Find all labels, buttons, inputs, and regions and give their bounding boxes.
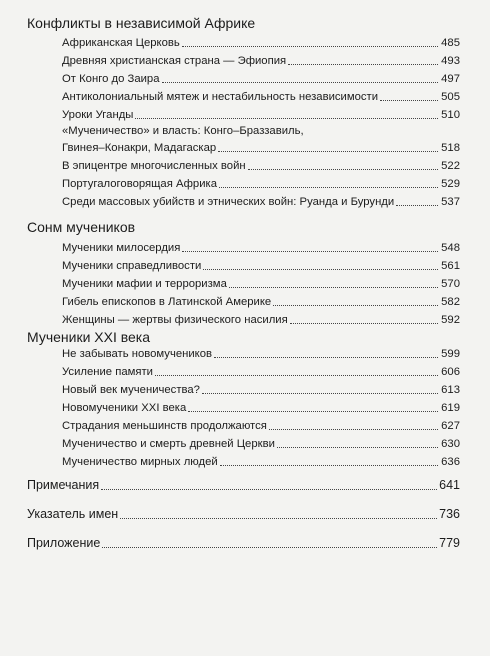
toc-entry-page: 518 <box>441 142 460 154</box>
toc-entry[interactable] <box>62 402 460 415</box>
toc-entry[interactable] <box>62 420 460 433</box>
toc-entry-title-line2: Гвинея–Конакри, Мадагаскар <box>62 142 217 154</box>
toc-entry[interactable] <box>62 366 460 379</box>
dot-leader <box>162 81 439 83</box>
dot-leader <box>380 99 438 101</box>
toc-entry-title: Новый век мученичества? <box>62 384 200 396</box>
toc-entry-page: 510 <box>441 109 460 121</box>
toc-entry[interactable] <box>62 348 460 361</box>
toc-entry-page: 529 <box>441 178 460 190</box>
toc-entry[interactable] <box>62 242 460 255</box>
toc-entry-title: Не забывать новомучеников <box>62 348 213 360</box>
toc-entry-page: 779 <box>439 536 460 550</box>
dot-leader <box>273 304 438 306</box>
toc-entry-page: 606 <box>441 366 460 378</box>
toc-entry[interactable] <box>62 109 460 122</box>
toc-entry-title: Примечания <box>27 478 100 492</box>
toc-entry-index[interactable] <box>27 507 460 522</box>
toc-entry-page: 497 <box>441 73 460 85</box>
dot-leader <box>288 63 438 65</box>
toc-entry[interactable] <box>62 196 460 209</box>
dot-leader <box>277 446 438 448</box>
dot-leader <box>218 150 438 152</box>
dot-leader <box>220 464 438 466</box>
toc-entry-title: Гибель епископов в Латинской Америке <box>62 296 272 308</box>
toc-entry-title: Мученичество мирных людей <box>62 456 218 468</box>
toc-entry-page: 548 <box>441 242 460 254</box>
section-title: Конфликты в независимой Африке <box>27 15 256 31</box>
toc-entry-page: 641 <box>439 478 460 492</box>
toc-entry-page: 636 <box>441 456 460 468</box>
toc-entry-page: 627 <box>441 420 460 432</box>
toc-entry-notes[interactable] <box>27 478 460 493</box>
toc-entry-page: 493 <box>441 55 460 67</box>
dot-leader <box>182 45 438 47</box>
toc-entry-title: От Конго до Заира <box>62 73 160 85</box>
toc-entry[interactable] <box>62 37 460 50</box>
toc-entry-title: Португалоговорящая Африка <box>62 178 217 190</box>
toc-entry-title: Женщины — жертвы физического насилия <box>62 314 288 326</box>
toc-entry[interactable] <box>62 260 460 273</box>
toc-entry-title: Мученики справедливости <box>62 260 202 272</box>
toc-entry-page: 485 <box>441 37 460 49</box>
toc-entry-page: 505 <box>441 91 460 103</box>
toc-entry[interactable] <box>62 73 460 86</box>
dot-leader <box>188 410 438 412</box>
toc-entry-title: Новомученики XXI века <box>62 402 187 414</box>
dot-leader <box>102 546 437 548</box>
toc-entry-title: Мученики милосердия <box>62 242 181 254</box>
toc-entry[interactable] <box>62 456 460 469</box>
toc-entry-page: 599 <box>441 348 460 360</box>
toc-entry-appendix[interactable] <box>27 536 460 551</box>
dot-leader <box>214 356 438 358</box>
toc-entry-title: В эпицентре многочисленных войн <box>62 160 246 172</box>
toc-entry[interactable] <box>62 91 460 104</box>
toc-entry-title: Среди массовых убийств и этнических войн: Руанда и Бурунди <box>62 196 395 208</box>
toc-entry[interactable] <box>62 296 460 309</box>
toc-entry-page: 736 <box>439 507 460 521</box>
toc-entry-title: Указатель имен <box>27 507 119 521</box>
dot-leader <box>135 117 438 119</box>
dot-leader <box>229 286 438 288</box>
toc-entry-page: 582 <box>441 296 460 308</box>
toc-entry[interactable] <box>62 384 460 397</box>
section-title: Мученики XXI века <box>27 329 151 345</box>
toc-entry[interactable] <box>62 125 460 155</box>
toc-entry-title: Антиколониальный мятеж и нестабильность независимости <box>62 91 379 103</box>
dot-leader <box>155 374 438 376</box>
dot-leader <box>396 204 438 206</box>
toc-entry[interactable] <box>62 438 460 451</box>
toc-entry-title: Мученики мафии и терроризма <box>62 278 227 290</box>
toc-entry[interactable] <box>62 55 460 68</box>
toc-entry[interactable] <box>62 178 460 191</box>
toc-entry[interactable] <box>62 278 460 291</box>
toc-entry[interactable] <box>62 160 460 173</box>
toc-entry-title: Уроки Уганды <box>62 109 134 121</box>
dot-leader <box>203 268 438 270</box>
toc-entry-page: 592 <box>441 314 460 326</box>
toc-entry-title: Африканская Церковь <box>62 37 180 49</box>
dot-leader <box>182 250 438 252</box>
toc-entry-title-line1: «Мученичество» и власть: Конго–Браззавиль, <box>62 125 304 137</box>
dot-leader <box>248 168 438 170</box>
toc-entry-page: 561 <box>441 260 460 272</box>
section-title: Сонм мучеников <box>27 219 136 235</box>
toc-entry-title: Древняя христианская страна — Эфиопия <box>62 55 287 67</box>
toc-entry-title: Мученичество и смерть древней Церкви <box>62 438 275 450</box>
toc-entry-page: 613 <box>441 384 460 396</box>
dot-leader <box>290 322 438 324</box>
toc-entry-title: Усиление памяти <box>62 366 153 378</box>
toc-entry-page: 570 <box>441 278 460 290</box>
toc-entry-page: 630 <box>441 438 460 450</box>
dot-leader <box>202 392 438 394</box>
dot-leader <box>219 186 438 188</box>
dot-leader <box>120 517 437 519</box>
toc-entry-page: 619 <box>441 402 460 414</box>
dot-leader <box>269 428 438 430</box>
toc-entry-page: 522 <box>441 160 460 172</box>
toc-entry-title: Страдания меньшинств продолжаются <box>62 420 267 432</box>
toc-entry[interactable] <box>62 314 460 327</box>
toc-entry-page: 537 <box>441 196 460 208</box>
dot-leader <box>101 488 437 490</box>
toc-entry-title: Приложение <box>27 536 101 550</box>
